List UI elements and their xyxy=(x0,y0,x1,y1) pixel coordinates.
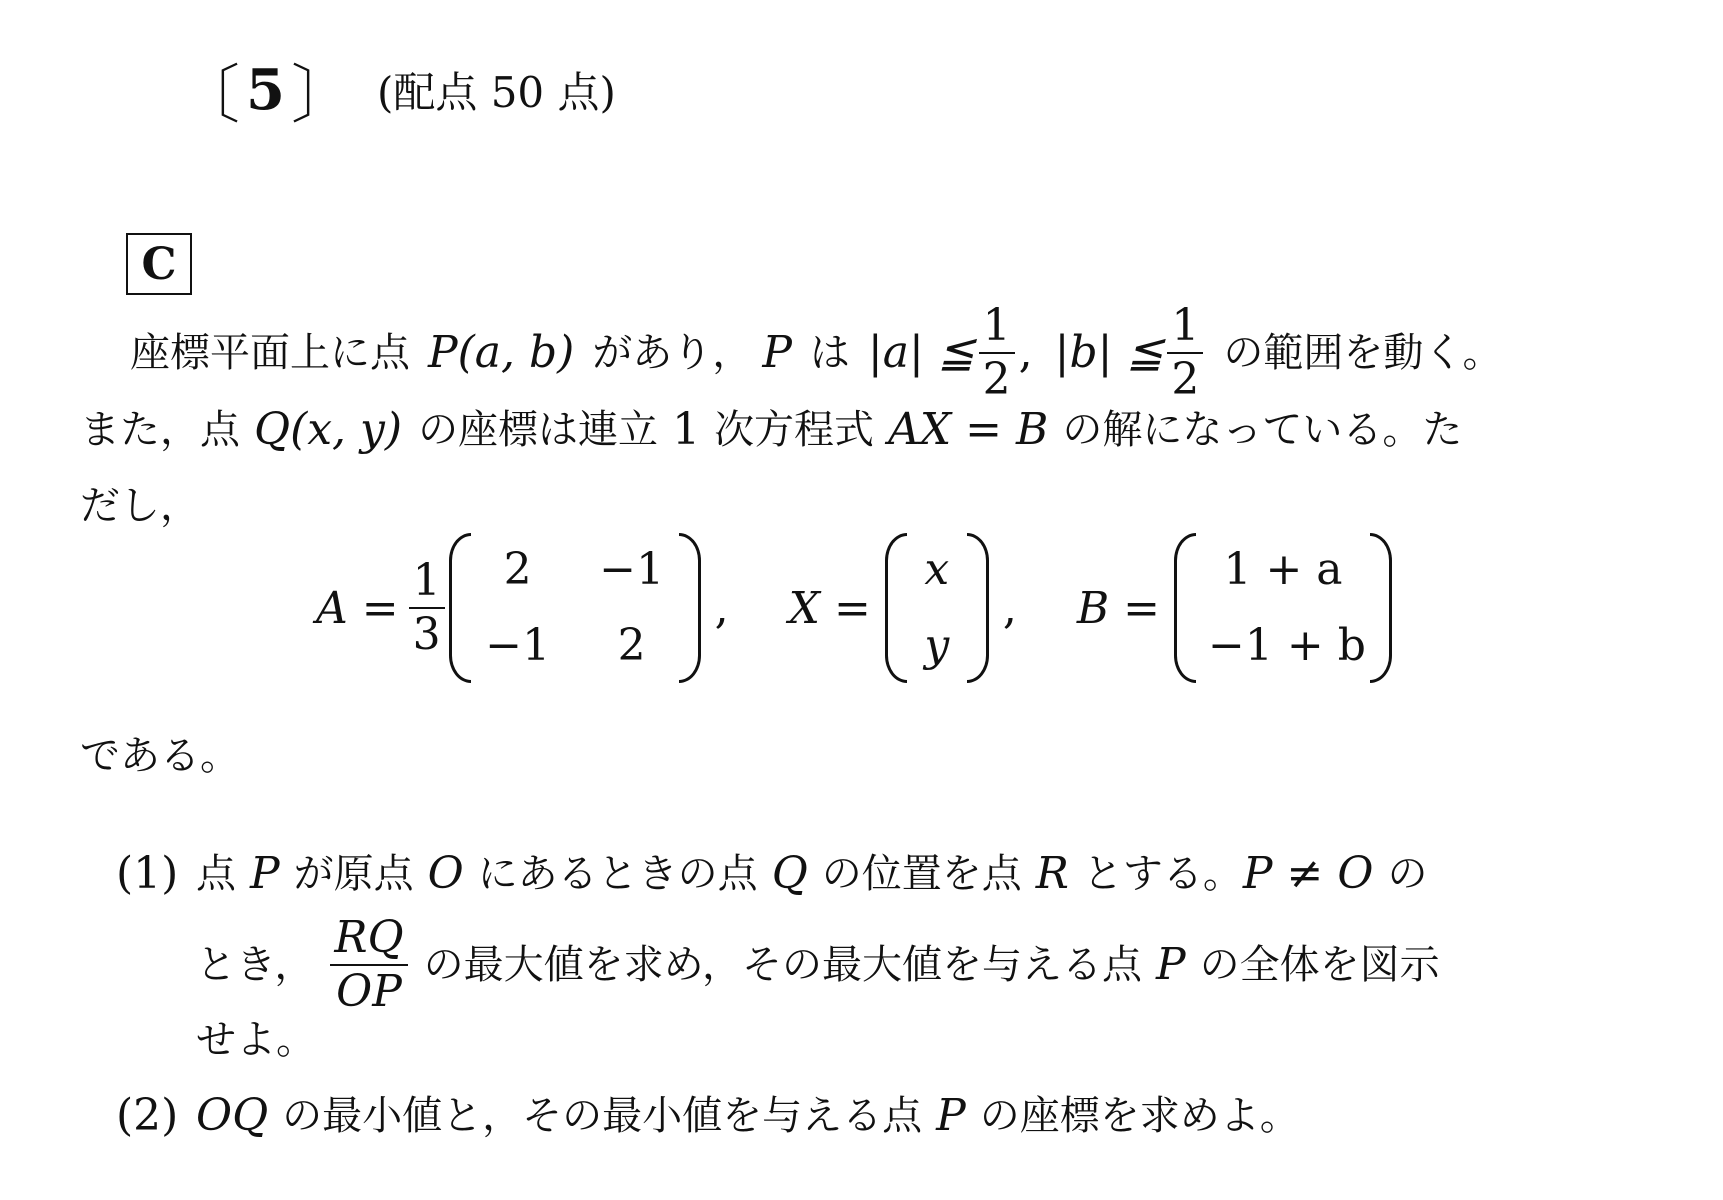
matrix-A xyxy=(449,533,701,683)
matrix-B xyxy=(1174,533,1392,683)
fraction-third xyxy=(409,554,445,660)
math-abs-a: |a| ≦ xyxy=(867,327,975,378)
label-A: A = xyxy=(316,582,399,634)
math-P-neq-O: P ≠ O xyxy=(1242,848,1374,899)
comma: , xyxy=(1002,582,1017,634)
text: の座標を求めよ。 xyxy=(979,1093,1300,1139)
math-one: 1 xyxy=(672,404,701,455)
fraction-half xyxy=(1167,299,1203,405)
math-Q: Q xyxy=(254,404,291,455)
text: が原点 xyxy=(293,851,414,897)
math-ab: (a, b) xyxy=(457,327,575,378)
math-Q: Q xyxy=(771,848,808,899)
paren-left xyxy=(449,533,471,683)
text: があり， xyxy=(592,330,753,376)
label-X: X = xyxy=(788,582,871,634)
points-label: (配点 50 点) xyxy=(376,68,616,117)
matrix-cell: 2 xyxy=(617,620,646,671)
problem-number: 5 xyxy=(246,57,285,123)
question-1-line-2 xyxy=(196,900,1440,1030)
text: 次方程式 xyxy=(714,407,875,453)
text: の最小値と，その最小値を与える点 xyxy=(282,1093,923,1139)
text: 点 xyxy=(196,851,236,897)
bracket-open: 〔 xyxy=(176,59,240,133)
text: である。 xyxy=(80,733,240,779)
denominator: OP xyxy=(336,966,402,1017)
matrix-cell: −1 + b xyxy=(1208,620,1366,671)
text: とする。 xyxy=(1082,851,1243,897)
math-OQ: OQ xyxy=(196,1090,269,1141)
matrix-cell: x xyxy=(924,544,950,595)
denominator: 2 xyxy=(982,354,1011,405)
paren-right xyxy=(967,533,989,683)
denominator: 2 xyxy=(1171,354,1200,405)
paren-right xyxy=(1370,533,1392,683)
text: は xyxy=(809,330,850,376)
denominator: 3 xyxy=(412,609,441,660)
question-1-line-3 xyxy=(196,1010,316,1070)
math-O: O xyxy=(427,848,464,899)
numerator: 1 xyxy=(1171,299,1200,351)
matrix-X-cells xyxy=(907,543,967,673)
intro-line-3 xyxy=(80,476,200,536)
text: だし， xyxy=(80,483,200,529)
text: の解になっている。た xyxy=(1062,407,1463,453)
math-equation: AX = B xyxy=(888,404,1049,455)
fraction-half xyxy=(979,299,1015,405)
matrix-definitions xyxy=(316,528,1392,688)
paren-right xyxy=(679,533,701,683)
text: また，点 xyxy=(80,407,240,453)
numerator: RQ xyxy=(334,911,404,963)
question-1-line-1 xyxy=(116,844,1427,904)
math-P: P xyxy=(250,848,280,899)
text: せよ。 xyxy=(196,1017,316,1063)
paren-left xyxy=(885,533,907,683)
math-P: P xyxy=(1156,939,1186,990)
math-R: R xyxy=(1035,848,1069,899)
math-P: P xyxy=(936,1090,966,1141)
label-B: B = xyxy=(1076,582,1161,634)
text: の位置を点 xyxy=(821,851,1022,897)
after-text xyxy=(80,726,240,786)
matrix-B-cells xyxy=(1196,543,1370,673)
text: の範囲を動く。 xyxy=(1223,330,1503,376)
numerator: 1 xyxy=(412,554,441,606)
matrix-X xyxy=(885,533,989,683)
comma: , xyxy=(714,582,729,634)
question-number: (2) xyxy=(116,1090,179,1141)
text: にあるときの点 xyxy=(477,851,758,897)
text: とき， xyxy=(196,942,315,988)
text: の全体を図示 xyxy=(1199,942,1440,988)
text: 座標平面上に点 xyxy=(130,330,410,376)
section-label: C xyxy=(126,233,192,295)
intro-line-1 xyxy=(130,298,1503,408)
math-abs-b: |b| ≦ xyxy=(1054,327,1164,378)
matrix-cell: y xyxy=(924,620,950,671)
math-P: P xyxy=(762,327,792,378)
matrix-cell: 2 xyxy=(503,544,532,595)
intro-line-2 xyxy=(80,400,1462,460)
math-P: P xyxy=(428,327,458,378)
matrix-cell: −1 xyxy=(485,620,551,671)
bracket-close: 〕 xyxy=(290,59,355,133)
question-number: (1) xyxy=(116,848,179,899)
text: の xyxy=(1387,851,1428,897)
problem-header xyxy=(176,50,616,133)
question-2-line xyxy=(116,1086,1300,1146)
matrix-cell: 1 + a xyxy=(1223,544,1343,595)
math-xy: (x, y) xyxy=(290,404,403,455)
fraction-RQ-OP xyxy=(330,911,407,1017)
text: の座標は連立 xyxy=(418,407,659,453)
numerator: 1 xyxy=(982,299,1011,351)
matrix-A-cells xyxy=(471,543,679,673)
comma: , xyxy=(1018,327,1033,378)
paren-left xyxy=(1174,533,1196,683)
text: の最大値を求め，その最大値を与える点 xyxy=(423,942,1143,988)
matrix-cell: −1 xyxy=(599,544,665,595)
